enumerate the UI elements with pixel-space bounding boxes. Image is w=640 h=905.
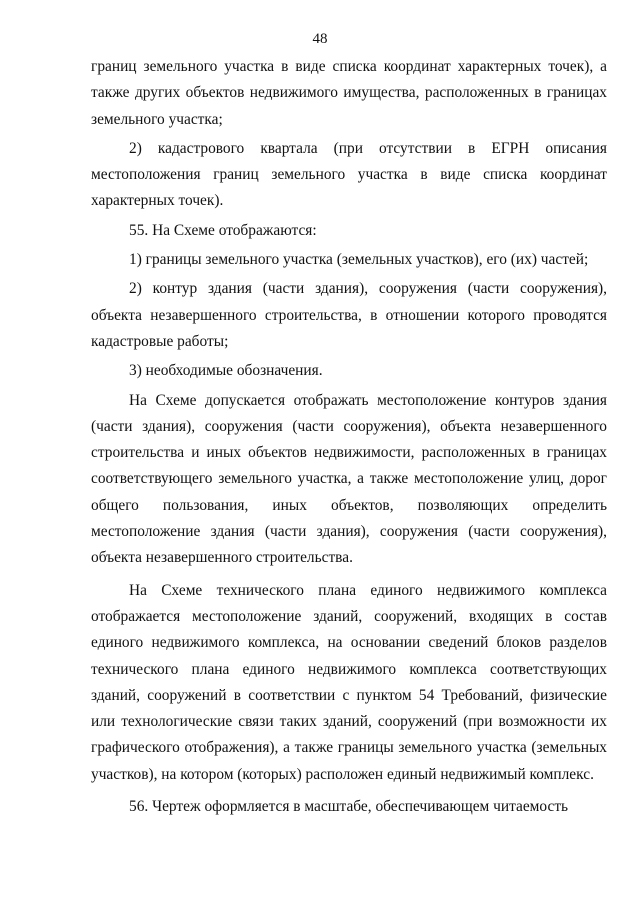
list-item-3: 3) необходимые обозначения. bbox=[129, 362, 323, 380]
page-number: 48 bbox=[312, 31, 328, 47]
paragraph-scheme-permitted: На Схеме допускается отображать местоположение контуров здания (части здания), сооружения (части сооружения), объекта незавершенного строительства и иных объектов недвижимости, расположенных в границах соответствующего земельного участка, а также местоположение улиц, дорог общего пользования, иных объектов, позволяющих определить местоположение здания (части здания), сооружения (части сооружения), объекта незавершенного строительства. bbox=[91, 391, 607, 567]
document-body bbox=[91, 54, 607, 820]
list-item-1: 1) границы земельного участка (земельных участков), его (их) частей; bbox=[129, 251, 589, 269]
list-item-2: 2) контур здания (части здания), сооружения (части сооружения), объекта незавершенного строительства, в отношении которого проводятся кадастровые работы; bbox=[91, 280, 607, 350]
section-56-start: 56. Чертеж оформляется в масштабе, обеспечивающем читаемость bbox=[129, 798, 569, 816]
paragraph-complex-scheme: На Схеме технического плана единого недвижимого комплекса отображается местоположение зданий, сооружений, входящих в состав единого недвижимого комплекса, на основании сведений блоков разделов технического плана единого недвижимого комплекса соответствующих зданий, сооружений в соответствии с пунктом 54 Требований, физические или технологические связи таких зданий, сооружений (при возможности их графического отображения), а также границы земельного участка (земельных участков), на котором (которых) расположен единый недвижимый комплекс. bbox=[91, 581, 607, 783]
section-55-heading: 55. На Схеме отображаются: bbox=[129, 221, 317, 239]
list-item-cadastral-quarter: 2) кадастрового квартала (при отсутствии в ЕГРН описания местоположения границ земельного участка в виде списка координат характерных точек). bbox=[91, 139, 607, 210]
paragraph-continuation: границ земельного участка в виде списка координат характерных точек), а также других объектов недвижимого имущества, расположенных в границах земельного участка; bbox=[91, 58, 607, 128]
